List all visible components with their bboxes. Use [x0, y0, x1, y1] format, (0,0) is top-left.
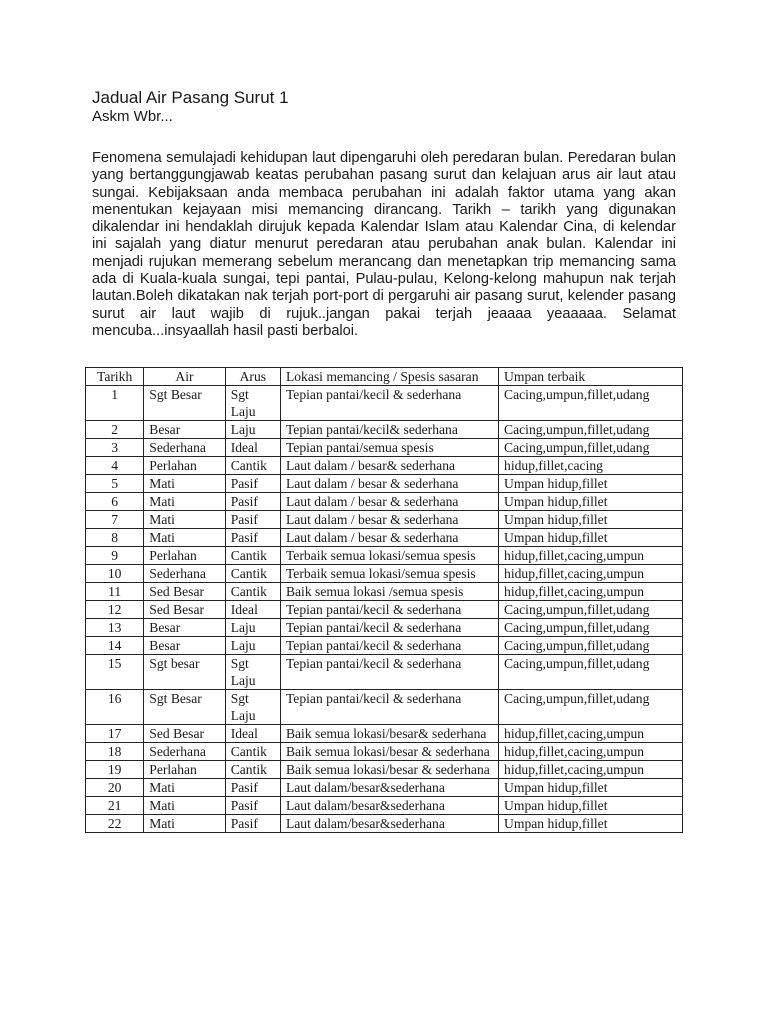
cell-tarikh: 21	[86, 797, 144, 815]
cell-tarikh: 3	[86, 439, 144, 457]
cell-umpan: hidup,fillet,cacing,umpun	[499, 565, 683, 583]
table-row	[86, 583, 683, 601]
cell-air: Mati	[144, 529, 225, 547]
table-row	[86, 511, 683, 529]
cell-lokasi: Baik semua lokasi/besar& sederhana	[280, 725, 498, 743]
cell-air: Perlahan	[144, 547, 225, 565]
cell-tarikh: 22	[86, 815, 144, 833]
cell-tarikh: 11	[86, 583, 144, 601]
cell-tarikh: 14	[86, 637, 144, 655]
cell-tarikh: 15	[86, 655, 144, 690]
cell-arus: Pasif	[225, 815, 280, 833]
cell-air: Mati	[144, 815, 225, 833]
cell-tarikh: 19	[86, 761, 144, 779]
cell-umpan: Cacing,umpun,fillet,udang	[499, 690, 683, 725]
cell-air: Sed Besar	[144, 601, 225, 619]
cell-lokasi: Tepian pantai/kecil & sederhana	[280, 386, 498, 421]
cell-arus: Sgt Laju	[225, 690, 280, 725]
cell-tarikh: 10	[86, 565, 144, 583]
cell-arus: Cantik	[225, 761, 280, 779]
cell-air: Perlahan	[144, 457, 225, 475]
header-tarikh: Tarikh	[86, 368, 144, 386]
cell-arus: Pasif	[225, 797, 280, 815]
cell-umpan: Umpan hidup,fillet	[499, 797, 683, 815]
cell-tarikh: 20	[86, 779, 144, 797]
cell-lokasi: Laut dalam / besar & sederhana	[280, 511, 498, 529]
cell-air: Sed Besar	[144, 725, 225, 743]
cell-tarikh: 4	[86, 457, 144, 475]
cell-arus: Ideal	[225, 601, 280, 619]
table-row	[86, 743, 683, 761]
cell-air: Mati	[144, 493, 225, 511]
table-row	[86, 815, 683, 833]
table-header-row	[86, 368, 683, 386]
cell-tarikh: 8	[86, 529, 144, 547]
cell-arus: Cantik	[225, 547, 280, 565]
cell-arus: Pasif	[225, 493, 280, 511]
cell-tarikh: 12	[86, 601, 144, 619]
cell-lokasi: Laut dalam / besar & sederhana	[280, 493, 498, 511]
cell-tarikh: 16	[86, 690, 144, 725]
cell-arus: Cantik	[225, 583, 280, 601]
table-row	[86, 493, 683, 511]
cell-umpan: Umpan hidup,fillet	[499, 529, 683, 547]
cell-arus: Cantik	[225, 565, 280, 583]
cell-lokasi: Tepian pantai/kecil& sederhana	[280, 421, 498, 439]
cell-lokasi: Baik semua lokasi/besar & sederhana	[280, 761, 498, 779]
table-row	[86, 779, 683, 797]
cell-air: Sgt Besar	[144, 386, 225, 421]
cell-lokasi: Terbaik semua lokasi/semua spesis	[280, 547, 498, 565]
table-row	[86, 637, 683, 655]
header-arus: Arus	[225, 368, 280, 386]
table-row	[86, 619, 683, 637]
cell-umpan: Cacing,umpun,fillet,udang	[499, 421, 683, 439]
cell-umpan: Umpan hidup,fillet	[499, 779, 683, 797]
table-row	[86, 565, 683, 583]
cell-umpan: Cacing,umpun,fillet,udang	[499, 619, 683, 637]
cell-arus: Cantik	[225, 743, 280, 761]
cell-tarikh: 18	[86, 743, 144, 761]
cell-lokasi: Laut dalam / besar & sederhana	[280, 529, 498, 547]
cell-air: Sgt besar	[144, 655, 225, 690]
cell-air: Besar	[144, 421, 225, 439]
cell-air: Sederhana	[144, 439, 225, 457]
table-row	[86, 690, 683, 725]
tide-table	[85, 367, 683, 833]
table-row	[86, 439, 683, 457]
cell-umpan: Umpan hidup,fillet	[499, 493, 683, 511]
cell-umpan: Cacing,umpun,fillet,udang	[499, 439, 683, 457]
table-row	[86, 529, 683, 547]
page-subtitle: Askm Wbr...	[92, 108, 173, 125]
cell-arus: Pasif	[225, 529, 280, 547]
cell-umpan: Cacing,umpun,fillet,udang	[499, 601, 683, 619]
cell-arus: Ideal	[225, 725, 280, 743]
cell-air: Besar	[144, 637, 225, 655]
table-row	[86, 475, 683, 493]
cell-umpan: Umpan hidup,fillet	[499, 475, 683, 493]
cell-air: Mati	[144, 779, 225, 797]
header-lokasi: Lokasi memancing / Spesis sasaran	[280, 368, 498, 386]
cell-arus: Laju	[225, 421, 280, 439]
table-body	[86, 386, 683, 833]
table-row	[86, 655, 683, 690]
cell-lokasi: Tepian pantai/kecil & sederhana	[280, 690, 498, 725]
cell-tarikh: 17	[86, 725, 144, 743]
cell-lokasi: Tepian pantai/semua spesis	[280, 439, 498, 457]
cell-arus: Sgt Laju	[225, 386, 280, 421]
cell-air: Sed Besar	[144, 583, 225, 601]
cell-lokasi: Tepian pantai/kecil & sederhana	[280, 601, 498, 619]
cell-arus: Ideal	[225, 439, 280, 457]
cell-arus: Sgt Laju	[225, 655, 280, 690]
cell-lokasi: Baik semua lokasi/besar & sederhana	[280, 743, 498, 761]
table-row	[86, 457, 683, 475]
cell-arus: Pasif	[225, 475, 280, 493]
page-title: Jadual Air Pasang Surut 1	[92, 88, 289, 107]
cell-tarikh: 6	[86, 493, 144, 511]
cell-lokasi: Laut dalam/besar&sederhana	[280, 797, 498, 815]
cell-arus: Laju	[225, 619, 280, 637]
cell-umpan: Umpan hidup,fillet	[499, 815, 683, 833]
cell-lokasi: Tepian pantai/kecil & sederhana	[280, 637, 498, 655]
cell-lokasi: Baik semua lokasi /semua spesis	[280, 583, 498, 601]
cell-tarikh: 13	[86, 619, 144, 637]
table-row	[86, 725, 683, 743]
cell-tarikh: 2	[86, 421, 144, 439]
table-row	[86, 761, 683, 779]
cell-lokasi: Laut dalam/besar&sederhana	[280, 815, 498, 833]
cell-air: Sederhana	[144, 743, 225, 761]
table-row	[86, 386, 683, 421]
cell-air: Mati	[144, 475, 225, 493]
header-air: Air	[144, 368, 225, 386]
table-row	[86, 601, 683, 619]
cell-arus: Cantik	[225, 457, 280, 475]
cell-air: Perlahan	[144, 761, 225, 779]
cell-umpan: Cacing,umpun,fillet,udang	[499, 637, 683, 655]
cell-arus: Pasif	[225, 779, 280, 797]
cell-umpan: Cacing,umpun,fillet,udang	[499, 386, 683, 421]
cell-air: Sederhana	[144, 565, 225, 583]
cell-arus: Laju	[225, 637, 280, 655]
cell-lokasi: Laut dalam / besar& sederhana	[280, 457, 498, 475]
table-row	[86, 421, 683, 439]
cell-air: Besar	[144, 619, 225, 637]
cell-lokasi: Terbaik semua lokasi/semua spesis	[280, 565, 498, 583]
table-row	[86, 797, 683, 815]
cell-umpan: hidup,fillet,cacing,umpun	[499, 583, 683, 601]
cell-tarikh: 1	[86, 386, 144, 421]
cell-lokasi: Laut dalam / besar & sederhana	[280, 475, 498, 493]
cell-air: Mati	[144, 797, 225, 815]
cell-air: Sgt Besar	[144, 690, 225, 725]
cell-umpan: Umpan hidup,fillet	[499, 511, 683, 529]
cell-tarikh: 9	[86, 547, 144, 565]
cell-arus: Pasif	[225, 511, 280, 529]
header-umpan: Umpan terbaik	[499, 368, 683, 386]
cell-umpan: hidup,fillet,cacing	[499, 457, 683, 475]
cell-lokasi: Tepian pantai/kecil & sederhana	[280, 619, 498, 637]
cell-tarikh: 7	[86, 511, 144, 529]
cell-umpan: hidup,fillet,cacing,umpun	[499, 743, 683, 761]
table-row	[86, 547, 683, 565]
intro-paragraph: Fenomena semulajadi kehidupan laut dipengaruhi oleh peredaran bulan. Peredaran bulan yang bertanggungjawab keatas perubahan pasang surut dan kelajuan arus air laut atau sungai. Kebijaksaan anda membaca perubahan ini adalah faktor utama yang akan menentukan kejayaan misi memancing dirancang. Tarikh – tarikh yang digunakan dikalendar ini hendaklah dirujuk kepada Kalendar Islam atau Kalendar Cina, di kelendar ini sajalah yang diatur menurut peredaran atau perubahan anak bulan. Kalendar ini menjadi rujukan memerang sebelum merancang dan menetapkan trip memancing sama ada di Kuala-kuala sungai, tepi pantai, Pulau-pulau, Kelong-kelong mahupun nak terjah lautan.Boleh dikatakan nak terjah port-port di pergaruhi air pasang surut, kelender pasang surut air laut wajib di rujuk..jangan pakai terjah jeaaaa yeaaaaa. Selamat mencuba...insyaallah hasil pasti berbaloi.	[92, 150, 676, 339]
cell-lokasi: Laut dalam/besar&sederhana	[280, 779, 498, 797]
cell-umpan: hidup,fillet,cacing,umpun	[499, 547, 683, 565]
cell-lokasi: Tepian pantai/kecil & sederhana	[280, 655, 498, 690]
cell-umpan: hidup,fillet,cacing,umpun	[499, 761, 683, 779]
cell-tarikh: 5	[86, 475, 144, 493]
cell-umpan: Cacing,umpun,fillet,udang	[499, 655, 683, 690]
cell-umpan: hidup,fillet,cacing,umpun	[499, 725, 683, 743]
cell-air: Mati	[144, 511, 225, 529]
